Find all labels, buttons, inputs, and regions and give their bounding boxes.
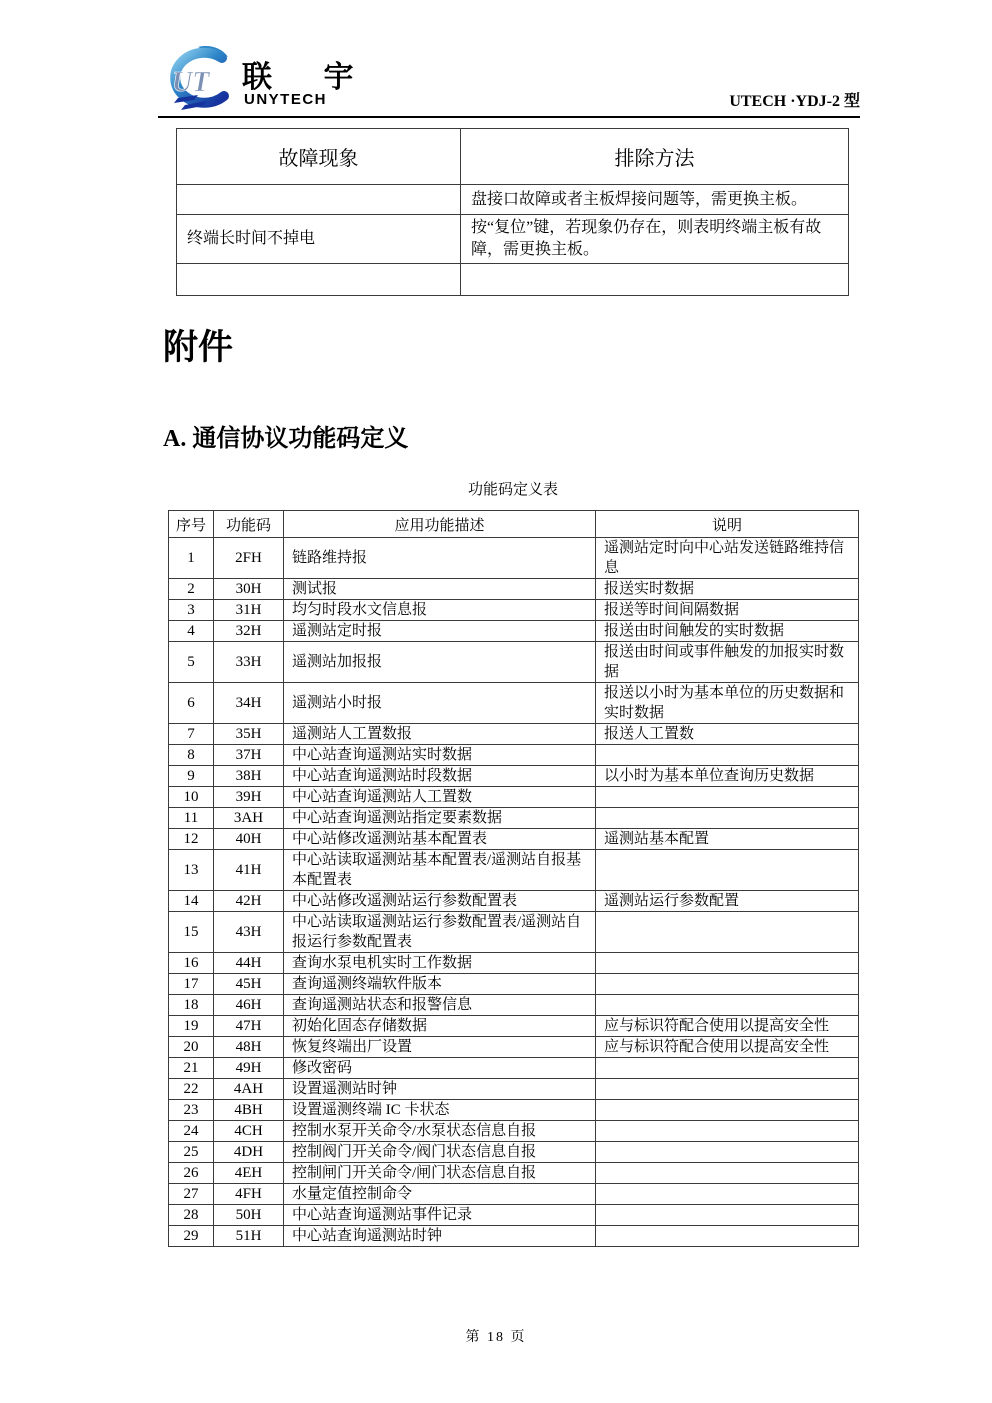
table-row [169,1037,859,1058]
table-cell: 中心站读取遥测站基本配置表/遥测站自报基本配置表 [284,850,596,891]
table-cell [596,1121,859,1142]
table-cell [596,1226,859,1247]
svg-text:UT: UT [172,67,210,98]
table-row [177,264,849,296]
table-cell: 2FH [214,538,284,579]
table-row [169,683,859,724]
table-cell: 以小时为基本单位查询历史数据 [596,766,859,787]
table-cell: 30H [214,579,284,600]
table-cell: 11 [169,808,214,829]
function-table-header-note: 说明 [596,511,859,538]
table-cell: 遥测站小时报 [284,683,596,724]
table-cell: 报送实时数据 [596,579,859,600]
table-cell: 中心站修改遥测站基本配置表 [284,829,596,850]
fault-table-header-remedy: 排除方法 [461,129,849,185]
table-row [169,1205,859,1226]
table-row [169,642,859,683]
table-row [169,953,859,974]
table-cell: 查询遥测终端软件版本 [284,974,596,995]
table-row [177,185,849,215]
table-row [169,745,859,766]
table-cell: 中心站读取遥测站运行参数配置表/遥测站自报运行参数配置表 [284,912,596,953]
table-cell: 报送人工置数 [596,724,859,745]
table-cell: 41H [214,850,284,891]
table-cell: 32H [214,621,284,642]
table-row [169,1079,859,1100]
table-cell: 初始化固态存储数据 [284,1016,596,1037]
table-row [169,1226,859,1247]
page-number: 第 18 页 [465,1330,527,1345]
table-cell [596,1205,859,1226]
table-cell: 按“复位”键，若现象仍存在，则表明终端主板有故障，需更换主板。 [461,215,849,264]
table-cell: 26 [169,1163,214,1184]
table-cell: 中心站查询遥测站事件记录 [284,1205,596,1226]
table-cell: 17 [169,974,214,995]
table-cell [596,995,859,1016]
table-row [169,787,859,808]
table-cell: 报送由时间或事件触发的加报实时数据 [596,642,859,683]
table-cell: 遥测站人工置数报 [284,724,596,745]
table-cell: 查询遥测站状态和报警信息 [284,995,596,1016]
fault-table-header-row [177,129,849,185]
table-cell: 29 [169,1226,214,1247]
function-table-header-code: 功能码 [214,511,284,538]
table-cell [596,1058,859,1079]
table-cell: 22 [169,1079,214,1100]
table-cell: 遥测站基本配置 [596,829,859,850]
table-cell: 中心站查询遥测站时钟 [284,1226,596,1247]
table-cell: 遥测站定时报 [284,621,596,642]
table-cell: 中心站查询遥测站人工置数 [284,787,596,808]
table-row [169,621,859,642]
table-cell: 遥测站运行参数配置 [596,891,859,912]
table-row [169,1016,859,1037]
table-cell: 应与标识符配合使用以提高安全性 [596,1016,859,1037]
table-cell: 44H [214,953,284,974]
table-cell: 遥测站加报报 [284,642,596,683]
fault-table-body [177,185,849,296]
table-row [169,974,859,995]
table-row [169,1058,859,1079]
table-cell: 50H [214,1205,284,1226]
table-cell: 1 [169,538,214,579]
table-row [169,1100,859,1121]
table-cell: 8 [169,745,214,766]
table-cell: 33H [214,642,284,683]
table-cell [177,264,461,296]
table-cell [596,1163,859,1184]
function-table-body [169,538,859,1247]
function-table-caption: 功能码定义表 [467,481,558,498]
table-cell: 20 [169,1037,214,1058]
table-cell: 4EH [214,1163,284,1184]
table-cell: 9 [169,766,214,787]
table-cell: 修改密码 [284,1058,596,1079]
table-row [169,1142,859,1163]
table-cell: 16 [169,953,214,974]
table-cell: 设置遥测终端 IC 卡状态 [284,1100,596,1121]
table-cell: 中心站查询遥测站时段数据 [284,766,596,787]
appendix-heading: 附件 [163,328,234,367]
logo-company-name-en: UNYTECH [244,91,328,108]
table-cell [596,953,859,974]
table-cell [596,1100,859,1121]
table-cell: 25 [169,1142,214,1163]
table-cell [596,1184,859,1205]
table-cell [596,787,859,808]
table-cell: 47H [214,1016,284,1037]
table-cell: 测试报 [284,579,596,600]
table-cell: 4FH [214,1184,284,1205]
table-row [169,1163,859,1184]
table-cell: 应与标识符配合使用以提高安全性 [596,1037,859,1058]
table-cell: 51H [214,1226,284,1247]
section-heading: A. 通信协议功能码定义 [163,426,409,452]
table-cell: 43H [214,912,284,953]
table-cell [596,1142,859,1163]
table-cell: 49H [214,1058,284,1079]
table-cell: 遥测站定时向中心站发送链路维持信息 [596,538,859,579]
table-cell: 水量定值控制命令 [284,1184,596,1205]
table-row [169,724,859,745]
table-cell: 控制水泵开关命令/水泵状态信息自报 [284,1121,596,1142]
table-row [169,1184,859,1205]
table-cell: 18 [169,995,214,1016]
table-cell: 查询水泵电机实时工作数据 [284,953,596,974]
logo-company-name-cn: 联 宇 [242,61,376,94]
table-cell: 中心站查询遥测站实时数据 [284,745,596,766]
table-cell: 4AH [214,1079,284,1100]
table-row [169,995,859,1016]
table-cell: 3AH [214,808,284,829]
table-cell [596,808,859,829]
table-row [169,579,859,600]
table-cell: 39H [214,787,284,808]
table-cell: 均匀时段水文信息报 [284,600,596,621]
table-cell [596,850,859,891]
logo-swoosh-icon [158,44,238,118]
table-cell: 14 [169,891,214,912]
table-row [169,891,859,912]
table-cell: 46H [214,995,284,1016]
table-cell: 6 [169,683,214,724]
table-cell: 13 [169,850,214,891]
table-cell: 7 [169,724,214,745]
table-cell: 21 [169,1058,214,1079]
table-cell [596,974,859,995]
table-cell: 恢复终端出厂设置 [284,1037,596,1058]
fault-table-header-phenomenon: 故障现象 [177,129,461,185]
table-cell: 31H [214,600,284,621]
header-divider [158,116,860,118]
table-cell: 控制阀门开关命令/阀门状态信息自报 [284,1142,596,1163]
table-cell: 19 [169,1016,214,1037]
table-cell [596,912,859,953]
function-code-table [168,510,859,1247]
table-cell: 2 [169,579,214,600]
table-row [169,600,859,621]
table-row [169,538,859,579]
table-row [177,215,849,264]
table-row [169,850,859,891]
table-cell: 链路维持报 [284,538,596,579]
table-row [169,829,859,850]
table-cell: 中心站查询遥测站指定要素数据 [284,808,596,829]
fault-table [176,128,849,296]
company-logo [158,44,418,118]
table-cell: 15 [169,912,214,953]
table-cell: 27 [169,1184,214,1205]
table-cell: 报送以小时为基本单位的历史数据和实时数据 [596,683,859,724]
table-cell: 4 [169,621,214,642]
table-cell: 28 [169,1205,214,1226]
table-cell: 4BH [214,1100,284,1121]
table-cell: 3 [169,600,214,621]
table-cell: 终端长时间不掉电 [177,215,461,264]
table-cell: 48H [214,1037,284,1058]
table-row [169,808,859,829]
table-cell: 10 [169,787,214,808]
function-table-header-description: 应用功能描述 [284,511,596,538]
table-row [169,1121,859,1142]
header-model-label: UTECH ·YDJ-2 型 [729,93,860,110]
table-cell: 42H [214,891,284,912]
table-cell [177,185,461,215]
table-row [169,912,859,953]
table-cell: 45H [214,974,284,995]
table-cell [461,264,849,296]
table-cell: 38H [214,766,284,787]
table-cell: 12 [169,829,214,850]
table-cell: 控制闸门开关命令/闸门状态信息自报 [284,1163,596,1184]
table-cell: 40H [214,829,284,850]
table-cell: 报送等时间间隔数据 [596,600,859,621]
table-cell [596,745,859,766]
table-cell: 4CH [214,1121,284,1142]
table-cell: 设置遥测站时钟 [284,1079,596,1100]
table-cell: 盘接口故障或者主板焊接问题等，需更换主板。 [461,185,849,215]
table-row [169,766,859,787]
table-cell: 中心站修改遥测站运行参数配置表 [284,891,596,912]
table-cell: 34H [214,683,284,724]
table-cell: 5 [169,642,214,683]
function-table-header-row [169,511,859,538]
table-cell: 37H [214,745,284,766]
function-table-header-no: 序号 [169,511,214,538]
table-cell: 报送由时间触发的实时数据 [596,621,859,642]
table-cell: 35H [214,724,284,745]
table-cell: 4DH [214,1142,284,1163]
table-cell [596,1079,859,1100]
table-cell: 24 [169,1121,214,1142]
table-cell: 23 [169,1100,214,1121]
